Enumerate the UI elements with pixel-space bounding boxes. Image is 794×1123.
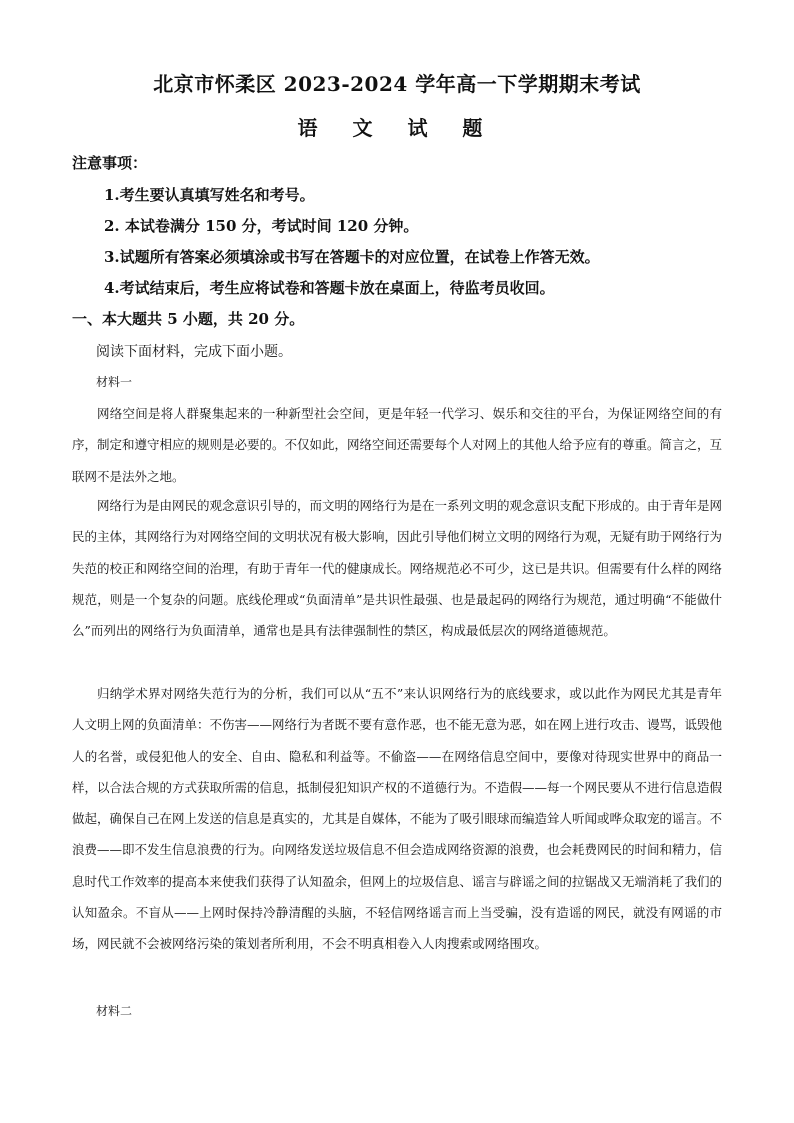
material-label: 材料一	[96, 375, 133, 389]
section-heading: 一、本大题共 5 小题，共 20 分。	[72, 310, 305, 328]
material-paragraph: 归纳学术界对网络失范行为的分析，我们可以从“五不”来认识网络行为的底线要求，或以此作为网民尤其是青年人文明上网的负面清单：不伤害——网络行为者既不要有意作恶，也不能无意为恶，如在网上进行攻击、谩骂，诋毁他人的名誉，或侵犯他人的安全、自由、隐私和利益等。不偷盗——在网络信息空间中，要像对待现实世界中的商品一样，以合法合规的方式获取所需的信息，抵制侵犯知识产权的不道德行为。不造假——每一个网民要从不进行信息造假做起，确保自己在网上发送的信息是真实的，尤其是自媒体，不能为了吸引眼球而编造耸人听闻或哗众取宠的谣言。不浪费——即不发生信息浪费的行为。向网络发送垃圾信息不但会造成网络资源的浪费，也会耗费网民的时间和精力，信息时代工作效率的提高本来使我们获得了认知盈余，但网上的垃圾信息、谣言与辟谣之间的拉锯战又无端消耗了我们的认知盈余。不盲从——上网时保持冷静清醒的头脑，不轻信网络谣言而上当受骗，没有造谣的网民，就没有网谣的市场，网民就不会被网络污染的策划者所利用，不会不明真相卷入人肉搜索或网络围攻。	[72, 686, 723, 952]
notice-heading: 注意事项：	[72, 154, 148, 172]
material-paragraph: 网络行为是由网民的观念意识引导的，而文明的网络行为是在一系列文明的观念意识支配下形成的。由于青年是网民的主体，其网络行为对网络空间的文明状况有极大影响，因此引导他们树立文明的网络行为观，无疑有助于网络行为失范的校正和网络空间的治理，有助于青年一代的健康成长。网络规范必不可少，这已是共识。但需要有什么样的网络规范，则是一个复杂的问题。底线伦理或“负面清单”是共识性最强、也是最起码的网络行为规范，通过明确“不能做什么”而列出的网络行为负面清单，通常也是具有法律强制性的禁区，构成最低层次的网络道德规范。	[72, 498, 723, 639]
material-paragraph: 网络空间是将人群聚集起来的一种新型社会空间，更是年轻一代学习、娱乐和交往的平台，为保证网络空间的有序，制定和遵守相应的规则是必要的。不仅如此，网络空间还需要每个人对网上的其他人给予应有的尊重。简言之，互联网不是法外之地。	[72, 406, 723, 484]
exam-subtitle: 语 文 试 题	[297, 116, 497, 140]
exam-title: 北京市怀柔区 2023-2024 学年高一下学期期末考试	[153, 72, 641, 96]
reading-instruction: 阅读下面材料，完成下面小题。	[96, 344, 292, 360]
notice-item: 2. 本试卷满分 150 分，考试时间 120 分钟。	[104, 217, 419, 235]
notice-item: 3.试题所有答案必须填涂或书写在答题卡的对应位置，在试卷上作答无效。	[104, 248, 600, 266]
notice-item: 1.考生要认真填写姓名和考号。	[104, 186, 315, 204]
notice-item: 4.考试结束后，考生应将试卷和答题卡放在桌面上，待监考员收回。	[104, 279, 555, 297]
material-label: 材料二	[96, 1004, 133, 1018]
